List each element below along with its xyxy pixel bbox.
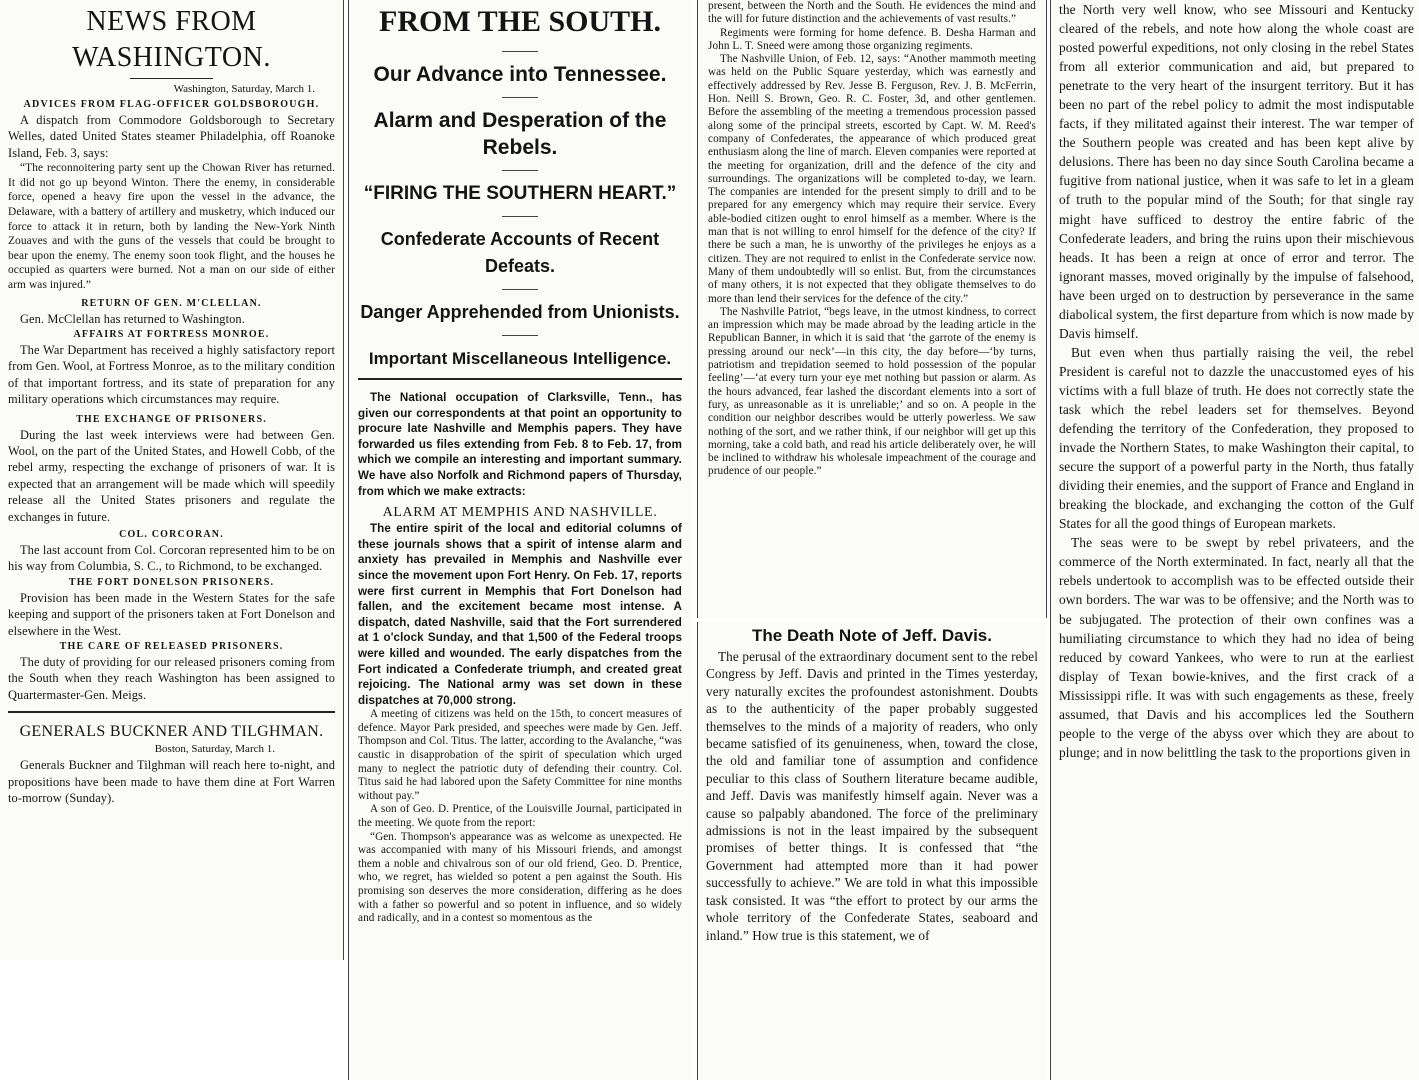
paragraph: The War Department has received a highly satisfactory report from Gen. Wool, at Fortress Monroe, as to the military condition of that important fortress, and its state of preparation for any military operations which circumstances may require. [8,342,335,407]
deck-line: Danger Apprehended from Unionists. [360,302,680,322]
paragraph: The last account from Col. Corcoran represented him to be on his way from Columbia, S. C., to Richmond, to be exchanged. [8,543,335,574]
paragraph: The entire spirit of the local and editorial columns of these journals shows that a spirit of intense alarm and anxiety has prevailed in Memphis and Nashville ever since the movement upon Fort Henry. On Feb. 17, reports were first current in Memphis that Fort Donelson had fallen, and the excitement became most intense. A dispatch, dated Nashville, said that the Fort surrendered at 1 o'clock Sunday, and that 1,500 of the Federal troops were killed and wounded. The early dispatches from the Fort indicated a Confederate triumph, and created great rejoicing. The National army was set down in these dispatches at 70,000 strong. [358,522,682,707]
intro-paragraph: The National occupation of Clarksville, Tenn., has given our correspondents at that point an opportunity to procure late Nashville and Memphis papers. They have forwarded us files extending from Feb. 8 to Feb. 17, from which we compile an interesting and important summary. We have also Norfolk and Richmond papers of Thursday, from which we make extracts: [358,391,682,498]
subhead-goldsborough: ADVICES FROM FLAG-OFFICER GOLDSBOROUGH. [23,99,320,110]
paragraph: The Nashville Patriot, “begs leave, in the utmost kindness, to correct an impression which may be made abroad by the leading article in the Republican Banner, in which it is said that ‘the garrote of the enemy is pressing around our neck’—in this city, the day before—‘by turns, patriotism and trepidation seemed to hold possession of the popular feeling’—‘at every turn your eye met nothing but passion or alarm. As the hours advanced, fear lashed the discordant elements into a sort of fury, as unreasonable as it is unreliable;’ and so on. A people in the condition our neighbor describes would be utterly powerless. We saw nothing of the sort, and we rather think, if our neighbor will get up this morning, take a cold bath, and read his article deliberately over, he will be inclined to withdraw his wholesale impeachment of the courage and prudence of our people.” [708,305,1036,478]
paragraph: present, between the North and the South. He evidences the mind and the will for future distinction and the achievements of vast results.” [708,0,1036,26]
clipping-death-note [697,622,1046,1080]
paragraph: The Nashville Union, of Feb. 12, says: “Another mammoth meeting was held on the Public Square yesterday, which was earnestly and effectively addressed by Rev. Jesse B. Ferguson, Rev. J. B. McFerrin, Hon. Neill S. Brown, Geo. R. C. Foster, 3d, and other gentlemen. Before the assembling of the meeting a tremendous procession passed along some of the principal streets, escorted by Capt. W. M. Reed's company of Confederates, the appearance of which produced great enthusiasm along the line of march. Eleven companies were reported at the meeting for organization, drill and the defence of the city and surroundings. The organizations will be completed to-day, we learn. The companies are intended for the present simply to drill and to be prepared for any emergency which may require their service. Every able-bodied citizen ought to enrol himself as a member. Where is the man that is not willing to enrol himself for the defence of the city? If there be such a man, he is unworthy of the privileges he enjoys as a citizen. They are not required to enlist in the Confederate service now. Many of them undoubtedly will so enlist. But, from the circumstances of many others, it is not expected that they obligate themselves to do more than lend their services for the defence of the city.” [708,53,1036,305]
dateline: Boston, Saturday, March 1. [154,743,275,756]
paragraph-quote: “The reconnoitering party sent up the Chowan River has returned. It did not go up beyond Winton. There the enemy, in considerable force, opened a heavy fire upon the vessel in the advance, the Delaware, with a battery of artillery and musketry, which induced our force to attack it in return, both by landing the New-York Ninth Zouaves and with the guns of the vessels that could be brought to bear upon the enemy. The enemy soon took flight, and the houses he occupied as quarters were burned. Not a man on our side of either arm was injured.” [8,162,335,291]
divider [502,335,538,336]
divider [502,216,538,217]
subhead-fortress-monroe: AFFAIRS AT FORTRESS MONROE. [73,328,270,340]
divider [8,711,335,713]
paragraph: Gen. McClellan has returned to Washington. [20,311,245,326]
divider [130,78,213,79]
divider [502,289,538,290]
paragraph: the North very well know, who see Missouri and Kentucky cleared of the rebels, and note how along the whole coast are posted powerful expeditions, not only closing in the rebel States from all exterior communication and aid, but prepared to penetrate to the very heart of the insurgent territory. But it has been no part of the rebel policy to admit the most indisputable facts, if they militated against their interest. The war temper of the Southern people was created and has been kept alive by delusions. There has been no day since South Carolina became a fugitive from national justice, when it was safe to let in a gleam of truth to the popular mind of the South; for that single ray might have sufficed to destroy the entire fabric of the Confederate leaders, and bring the ruins upon their mischievous heads. It has been a reign at once of error and terror. The ignorant masses, moved originally by the impulse of falsehood, have been urged on to destruction by perseverance in the same diabolical system, the first departure from which is now made by Davis himself. [1059,2,1414,341]
deck-line: Alarm and Desperation of the Rebels. [373,109,667,159]
paragraph: But even when thus partially raising the veil, the rebel President is careful not to dazzle the unaccustomed eyes of his victims with a full blaze of truth. He does not correctly state the task which the rebel leaders set for themselves. Beyond defending the territory of the Confederation, they proposed to invade the Northern States, to make Washington their capital, to secure the support of a powerful party in the North, thus fatally dividing their enemies, and the support of France and England in breaking the blockade, and exchanging the cotton of the Gulf States for all the good things of European markets. [1059,344,1414,532]
deck-line: Confederate Accounts of Recent Defeats. [380,229,660,276]
paragraph: A dispatch from Commodore Goldsborough to Secretary Welles, dated United States steamer Philadelphia, off Roanoke Island, Feb. 3, says: [8,113,335,160]
subhead-corcoran: COL. CORCORAN. [119,529,224,541]
paragraph: A meeting of citizens was held on the 15th, to concert measures of defence. Mayor Park presided, and speeches were made by Gen. Jeff. Thompson and Col. Titus. The latter, according to the Avalanche, “was caustic in disapprobation of the spirit of speculation which urged many to neglect the patriotic duty of defending their country. Col. Titus said he had labored upon the Safety Committee for nine months without pay.” [358,708,682,802]
clipping-continuation [697,0,1047,618]
clipping-editorial [1050,0,1419,1080]
subhead-alarm-memphis: ALARM AT MEMPHIS AND NASHVILLE. [382,505,658,521]
headline-from-the-south: FROM THE SOUTH. [379,5,661,38]
headline-news-from-washington: NEWS FROM WASHINGTON. [72,6,271,73]
clipping-from-the-south [348,0,691,1080]
subhead-released-prisoners: THE CARE OF RELEASED PRISONERS. [59,641,284,653]
subhead-mcclellan: RETURN OF GEN. M'CLELLAN. [81,297,262,309]
headline-buckner-tilghman: GENERALS BUCKNER AND TILGHMAN. [19,723,324,741]
divider [358,378,682,380]
deck-line: Our Advance into Tennessee. [373,63,667,86]
paragraph-quote: “Gen. Thompson's appearance was as welcome as unexpected. He was accompanied with many of his Missouri friends, and amongst them a noble and chivalrous son of our old friend, Geo. D. Prentice, who, we regret, has wielded so potent a pen against the South. His promising son deserves the more consideration, differing as he does with a father so powerful and so potent in influence, and so widely and radically, and in a contest so momentous as the [358,830,682,925]
paragraph: The seas were to be swept by rebel privateers, and the commerce of the North exterminated. In fact, nearly all that the rebels undertook to accomplish was to be effected outside their own borders. The war was to be offensive; and the North was to be subjugated. The protection of their own confines was a humiliating circumstance to which they had no idea of being reduced by coward Yankees, who were to run at the earliest display of Texan bowie-knives, and the first crack of a Mississippi rifle. It was with such engagements as these, freely assumed, that Davis and his accomplices led the Southern people to the verge of the abyss over which they are about to plunge; and in now belittling the task to the proportions given in [1059,535,1414,760]
paragraph: A son of Geo. D. Prentice, of the Louisville Journal, participated in the meeting. We quote from the report: [358,803,682,830]
dateline: Washington, Saturday, March 1. [173,83,315,95]
paragraph: The duty of providing for our released prisoners coming from the South when they reach Washington has been assigned to Quartermaster-Gen. Meigs. [8,655,335,702]
deck-line: “FIRING THE SOUTHERN HEART.” [363,183,677,204]
subhead-exchange-prisoners: THE EXCHANGE OF PRISONERS. [76,413,267,425]
subhead-fort-donelson: THE FORT DONELSON PRISONERS. [68,576,275,588]
divider [502,170,538,171]
paragraph: During the last week interviews were had between Gen. Wool, on the part of the United States, and Howell Cobb, of the rebel army, respecting the exchange of prisoners of war. It is expected that an arrangement will be made which will speedily release all the United States prisoners and regulate the exchanges in future. [8,427,335,524]
divider [502,51,538,52]
paragraph: Provision has been made in the Western States for the safe keeping and support of the prisoners taken at Fort Donelson and elsewhere in the West. [8,590,335,638]
paragraph: Regiments were forming for home defence. B. Desha Harman and John L. T. Sneed were among those organizing regiments. [708,26,1036,52]
clipping-news-from-washington [0,0,344,960]
deck-line: Important Miscellaneous Intelligence. [368,349,672,368]
paragraph: Generals Buckner and Tilghman will reach here to-night, and propositions have been made to have them dine at Fort Warren to-morrow (Sunday). [8,758,335,806]
paragraph: The perusal of the extraordinary document sent to the rebel Congress by Jeff. Davis and printed in the Times yesterday, very naturally excites the profoundest astonishment. Doubts as to the authenticity of the paper probably suggested themselves to the minds of a majority of readers, who only became satisfied of its genuineness, when, toward the close, the old and familiar tone of assumption and confidence peculiar to this class of Southern literature became audible, and Jeff. Davis was manifestly himself again. Never was a cause so palpably abandoned. The force of the preliminary admissions is not in the least impaired by the subsequent promises of better things. It is confessed that “the Government had attempted more than it had power successfully to achieve.” We are told in what this impossible task consisted. It was “the effort to protect by our arms the whole territory of the Confederate States, seaboard and inland.” How true is this statement, we of [706,649,1038,943]
divider [502,97,538,98]
headline-death-note: The Death Note of Jeff. Davis. [752,626,992,645]
